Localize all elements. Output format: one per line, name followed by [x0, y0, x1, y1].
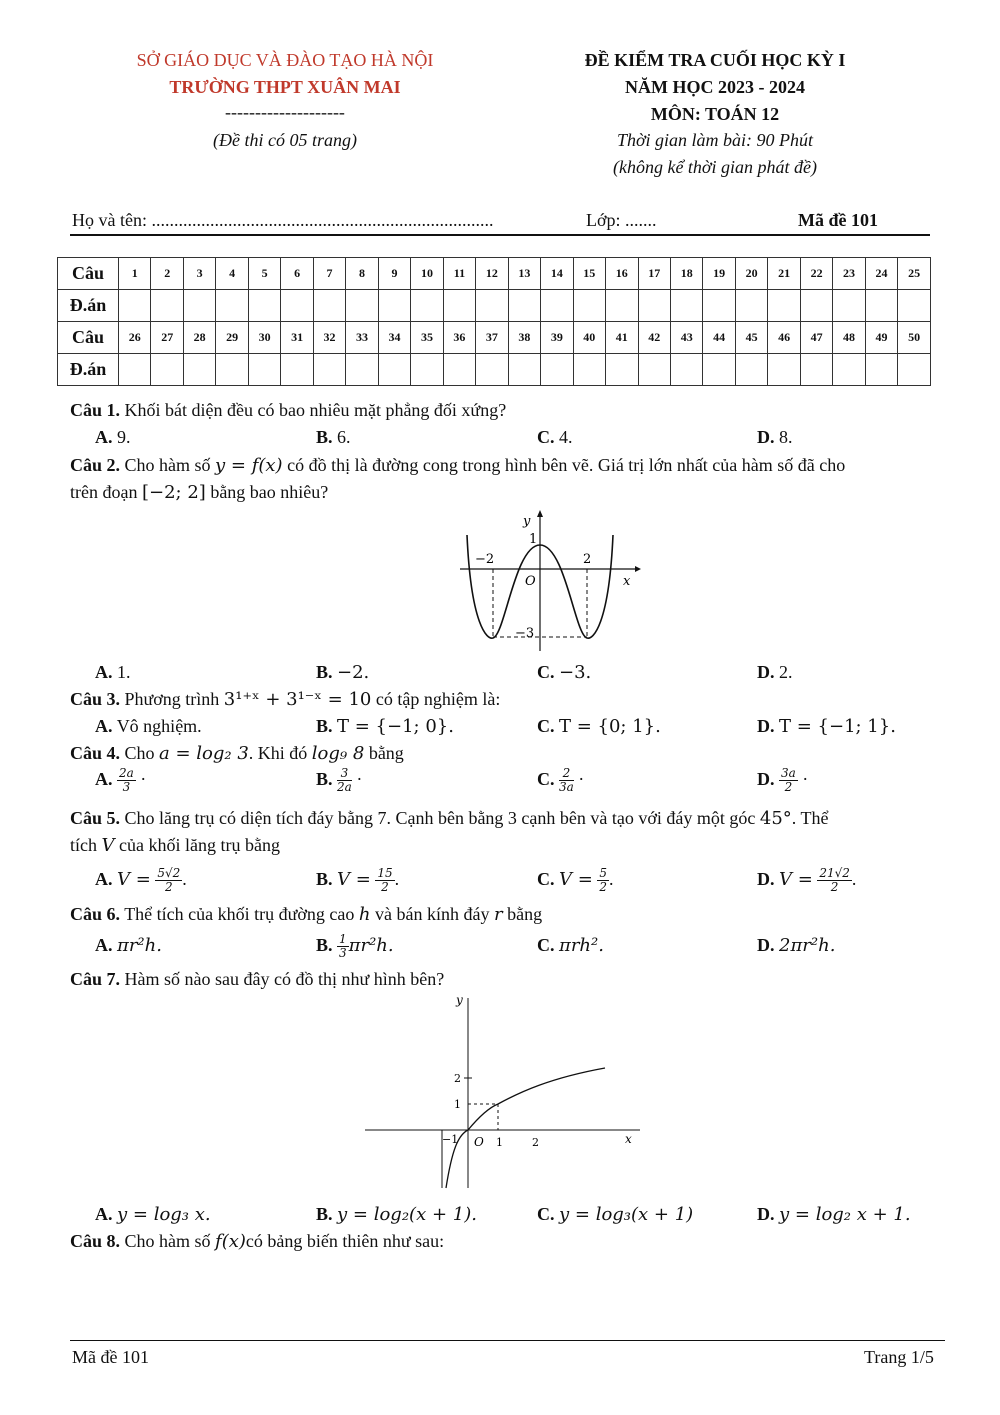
question-4: [70, 740, 950, 767]
answer-cell[interactable]: [703, 354, 735, 386]
question-text: bằng: [364, 743, 404, 763]
question-number-cell: 32: [313, 322, 345, 354]
question-text: bằng: [502, 904, 543, 924]
option-text: −2.: [337, 662, 370, 683]
q6-option-d: [757, 932, 835, 959]
q4-option-c: C. $\frac{2}{3a}$ ·: [537, 766, 585, 795]
option-letter: C.: [537, 1204, 555, 1224]
question-number-cell: 28: [183, 322, 215, 354]
option-text: y = log₃(x + 1): [559, 1204, 694, 1225]
question-number-cell: 17: [638, 258, 670, 290]
option-text: y = log₃ x.: [117, 1204, 211, 1225]
answer-cell[interactable]: [443, 354, 475, 386]
question-text: và bán kính đáy: [370, 904, 494, 924]
question-text: Khối bát diện đều có bao nhiêu mặt phẳng đối xứng?: [120, 400, 507, 420]
option-letter: A.: [95, 662, 113, 682]
school-department: SỞ GIÁO DỤC VÀ ĐÀO TẠO HÀ NỘI: [136, 50, 434, 70]
answer-cell[interactable]: [411, 354, 443, 386]
question-number-cell: 3: [183, 258, 215, 290]
answer-cell[interactable]: [573, 354, 605, 386]
math-expression: a = log₂ 3: [159, 743, 249, 764]
answer-cell[interactable]: [378, 290, 410, 322]
footer-divider: [70, 1340, 945, 1341]
name-field-label: Họ và tên: ............................................................................: [72, 210, 494, 230]
answer-cell[interactable]: [216, 354, 248, 386]
option-text: T = {0; 1}.: [559, 716, 661, 737]
question-number-cell: 6: [281, 258, 313, 290]
question-number-cell: 19: [703, 258, 735, 290]
option-letter: B.: [316, 427, 333, 447]
question-number-cell: 20: [735, 258, 767, 290]
question-text: . Thể: [791, 808, 829, 828]
question-number-cell: 44: [703, 322, 735, 354]
option-letter: D.: [757, 662, 775, 682]
question-text: có bảng biến thiên như sau:: [245, 1231, 445, 1251]
option-letter: B.: [316, 935, 333, 955]
question-label: Câu 5.: [70, 808, 121, 828]
question-number-row-2: [58, 322, 931, 354]
answer-cell[interactable]: [833, 354, 865, 386]
question-number-row-1: [58, 258, 931, 290]
row-header-answer: Đ.án: [58, 354, 119, 386]
answer-row-2: [58, 354, 931, 386]
x-axis-label: x: [625, 1132, 632, 1146]
row-header-answer: Đ.án: [58, 290, 119, 322]
q2-option-d: [757, 659, 793, 686]
q7-option-b: [316, 1201, 477, 1228]
answer-cell[interactable]: [443, 290, 475, 322]
quartic-graph-figure: [455, 505, 645, 655]
q4-option-b: B. $\frac{3}{2a}$ ·: [316, 766, 363, 795]
answer-cell[interactable]: [248, 354, 280, 386]
question-text: Cho hàm số: [120, 1231, 216, 1251]
question-3: [70, 686, 950, 713]
question-number-cell: 38: [508, 322, 540, 354]
math-expression: 45°: [759, 808, 792, 829]
answer-cell[interactable]: [313, 354, 345, 386]
answer-cell[interactable]: [865, 290, 897, 322]
question-5: [70, 805, 950, 859]
answer-cell[interactable]: [768, 290, 800, 322]
question-number-cell: 46: [768, 322, 800, 354]
q2-option-a: [95, 659, 131, 686]
curve: [446, 1068, 605, 1188]
q1-option-a: [95, 424, 131, 451]
question-number-cell: 11: [443, 258, 475, 290]
info-underline: [70, 234, 930, 236]
question-label: Câu 8.: [70, 1231, 121, 1251]
footer-page-number: Trang 1/5: [864, 1347, 934, 1367]
answer-cell[interactable]: [865, 354, 897, 386]
footer-exam-code: Mã đề 101: [72, 1347, 149, 1367]
q1-option-c: [537, 424, 573, 451]
fraction: $\frac{3a}{2}$: [781, 766, 796, 795]
option-letter: C.: [537, 935, 555, 955]
option-text: T = {−1; 0}.: [337, 716, 454, 737]
answer-cell[interactable]: [183, 354, 215, 386]
tick-label: −2: [475, 552, 495, 567]
question-text: Cho hàm số: [120, 455, 216, 475]
fraction: $\frac{15}{2}$: [377, 866, 393, 895]
origin-label: O: [525, 574, 536, 589]
tick-label: 2: [583, 552, 592, 567]
q7-option-d: [757, 1201, 911, 1228]
answer-cell[interactable]: [703, 290, 735, 322]
duration-note: (không kể thời gian phát đề): [612, 157, 818, 177]
question-number-cell: 27: [151, 322, 183, 354]
question-number-cell: 5: [248, 258, 280, 290]
answer-cell[interactable]: [898, 354, 931, 386]
question-number-cell: 34: [378, 322, 410, 354]
q3-option-c: [537, 713, 661, 740]
question-number-cell: 43: [670, 322, 702, 354]
question-text: của khối lăng trụ bằng: [114, 835, 280, 855]
option-letter: D.: [757, 427, 775, 447]
question-number-cell: 49: [865, 322, 897, 354]
q3-option-d: [757, 713, 896, 740]
option-letter: A.: [95, 427, 113, 447]
q2-option-b: [316, 659, 369, 686]
question-text: Hàm số nào sau đây có đồ thị như hình bên?: [120, 969, 445, 989]
answer-cell[interactable]: [768, 354, 800, 386]
question-number-cell: 1: [119, 258, 151, 290]
row-header-question: Câu: [58, 322, 119, 354]
school-name: TRƯỜNG THPT XUÂN MAI: [169, 77, 401, 97]
q3-option-b: [316, 713, 454, 740]
question-number-cell: 23: [833, 258, 865, 290]
q1-option-b: [316, 424, 351, 451]
question-number-cell: 47: [800, 322, 832, 354]
question-number-cell: 8: [346, 258, 378, 290]
question-label: Câu 4.: [70, 743, 121, 763]
answer-cell[interactable]: [898, 290, 931, 322]
question-number-cell: 21: [768, 258, 800, 290]
y-axis-arrow: [537, 510, 543, 517]
option-letter: B.: [316, 869, 333, 889]
question-number-cell: 7: [313, 258, 345, 290]
answer-cell[interactable]: [119, 290, 151, 322]
q7-option-c: [537, 1201, 693, 1228]
q6-option-a: [95, 932, 162, 959]
option-letter: D.: [757, 869, 775, 889]
option-letter: D.: [757, 769, 775, 789]
q7-option-a: [95, 1201, 211, 1228]
duration: Thời gian làm bài: 90 Phút: [616, 130, 814, 150]
question-number-cell: 42: [638, 322, 670, 354]
question-number-cell: 37: [476, 322, 508, 354]
math-expression: r: [493, 904, 503, 925]
tick-label: 2: [532, 1136, 539, 1149]
question-text: bằng bao nhiêu?: [205, 482, 329, 502]
question-text: Phương trình: [120, 689, 224, 709]
log-graph-figure: [360, 990, 650, 1190]
question-number-cell: 36: [443, 322, 475, 354]
question-number-cell: 2: [151, 258, 183, 290]
option-letter: D.: [757, 935, 775, 955]
option-text: Vô nghiệm.: [116, 716, 202, 736]
option-letter: C.: [537, 427, 555, 447]
option-letter: D.: [757, 1204, 775, 1224]
question-number-cell: 39: [541, 322, 573, 354]
answer-cell[interactable]: [183, 290, 215, 322]
option-text: 1.: [117, 662, 131, 682]
question-number-cell: 10: [411, 258, 443, 290]
fraction: $\frac{2}{3a}$: [559, 766, 574, 795]
question-number-cell: 45: [735, 322, 767, 354]
page-count-note: (Đề thi có 05 trang): [213, 130, 357, 150]
question-label: Câu 7.: [70, 969, 121, 989]
answer-cell[interactable]: [151, 290, 183, 322]
option-letter: A.: [95, 716, 113, 736]
fraction: $\frac{5}{2}$: [599, 866, 607, 895]
option-text: 9.: [117, 427, 131, 447]
option-letter: B.: [316, 662, 333, 682]
answer-cell[interactable]: [606, 354, 638, 386]
option-letter: A.: [95, 1204, 113, 1224]
question-number-cell: 40: [573, 322, 605, 354]
question-label: Câu 2.: [70, 455, 121, 475]
exam-title: ĐỀ KIỂM TRA CUỐI HỌC KỲ I: [584, 50, 846, 70]
q5-option-a: A. V = $\frac{5√2}{2}$ .: [95, 866, 187, 895]
question-text: có tập nghiệm là:: [371, 689, 501, 709]
math-expression: log₉ 8: [311, 743, 365, 764]
option-text: πr²h.: [348, 935, 394, 956]
option-text: −3.: [559, 662, 592, 683]
answer-cell[interactable]: [541, 290, 573, 322]
question-2: [70, 452, 950, 506]
question-number-cell: 50: [898, 322, 931, 354]
x-axis-arrow: [635, 566, 641, 572]
question-number-cell: 33: [346, 322, 378, 354]
header-divider: --------------------: [225, 102, 345, 122]
fraction: $\frac{2a}{3}$: [119, 766, 134, 795]
q5-option-c: C. V = $\frac{5}{2}$ .: [537, 866, 614, 895]
question-number-cell: 41: [606, 322, 638, 354]
math-expression: 3¹⁺ˣ + 3¹⁻ˣ = 10: [223, 689, 372, 710]
x-axis-label: x: [623, 574, 631, 589]
answer-cell[interactable]: [476, 354, 508, 386]
question-number-cell: 16: [606, 258, 638, 290]
y-axis-label: y: [523, 514, 531, 529]
q5-option-b: B. V = $\frac{15}{2}$ .: [316, 866, 400, 895]
answer-cell[interactable]: [151, 354, 183, 386]
question-number-cell: 31: [281, 322, 313, 354]
option-letter: C.: [537, 869, 555, 889]
answer-cell[interactable]: [541, 354, 573, 386]
q5-option-d: D. V = $\frac{21√2}{2}$ .: [757, 866, 857, 895]
answer-cell[interactable]: [346, 354, 378, 386]
option-letter: B.: [316, 1204, 333, 1224]
question-number-cell: 35: [411, 322, 443, 354]
answer-cell[interactable]: [508, 290, 540, 322]
answer-cell[interactable]: [670, 354, 702, 386]
question-text: có đồ thị là đường cong trong hình bên vẽ. Giá trị lớn nhất của hàm số đã cho: [282, 455, 846, 475]
option-text: 8.: [779, 427, 793, 447]
question-number-cell: 25: [898, 258, 931, 290]
option-letter: B.: [316, 769, 333, 789]
answer-cell[interactable]: [800, 354, 832, 386]
option-letter: D.: [757, 716, 775, 736]
question-8: [70, 1228, 950, 1255]
question-label: Câu 6.: [70, 904, 121, 924]
option-letter: A.: [95, 769, 113, 789]
answer-cell[interactable]: [508, 354, 540, 386]
exam-code: Mã đề 101: [798, 210, 878, 230]
answer-cell[interactable]: [216, 290, 248, 322]
answer-cell[interactable]: [281, 290, 313, 322]
question-number-cell: 18: [670, 258, 702, 290]
subject: MÔN: TOÁN 12: [650, 104, 780, 124]
question-number-cell: 29: [216, 322, 248, 354]
math-expression: h: [358, 904, 371, 925]
question-number-cell: 14: [541, 258, 573, 290]
fraction: $\frac{3}{2a}$: [337, 766, 352, 795]
q4-option-d: D. $\frac{3a}{2}$ ·: [757, 766, 809, 795]
option-text: πrh².: [559, 935, 604, 956]
answer-cell[interactable]: [313, 290, 345, 322]
answer-cell[interactable]: [248, 290, 280, 322]
q2-option-c: [537, 659, 591, 686]
math-expression: V: [101, 835, 115, 856]
answer-cell[interactable]: [735, 290, 767, 322]
option-text: y = log₂(x + 1).: [337, 1204, 477, 1225]
answer-cell[interactable]: [378, 354, 410, 386]
q4-option-a: A. $\frac{2a}{3}$ ·: [95, 766, 147, 795]
option-letter: B.: [316, 716, 333, 736]
question-number-cell: 26: [119, 322, 151, 354]
option-letter: C.: [537, 662, 555, 682]
question-label: Câu 3.: [70, 689, 121, 709]
tick-label: 1: [454, 1098, 461, 1111]
tick-label: 1: [529, 532, 538, 547]
option-text: 2.: [779, 662, 793, 682]
math-expression: [−2; 2]: [141, 482, 206, 503]
answer-cell[interactable]: [735, 354, 767, 386]
tick-label: −1: [442, 1133, 459, 1146]
question-number-cell: 48: [833, 322, 865, 354]
question-text: Cho: [120, 743, 160, 763]
tick-label: 2: [454, 1072, 461, 1085]
question-text: Cho lăng trụ có diện tích đáy bằng 7. Cạnh bên bằng 3 cạnh bên và tạo với đáy một góc: [120, 808, 760, 828]
question-6: [70, 901, 950, 928]
question-number-cell: 4: [216, 258, 248, 290]
question-number-cell: 12: [476, 258, 508, 290]
question-number-cell: 30: [248, 322, 280, 354]
tick-label: 1: [496, 1136, 503, 1149]
fraction: $\frac{1}{3}$: [339, 932, 347, 961]
option-text: 2πr²h.: [779, 935, 836, 956]
answer-cell[interactable]: [638, 290, 670, 322]
option-letter: A.: [95, 935, 113, 955]
question-number-cell: 13: [508, 258, 540, 290]
question-label: Câu 1.: [70, 400, 121, 420]
answer-cell[interactable]: [281, 354, 313, 386]
answer-cell[interactable]: [606, 290, 638, 322]
question-text: tích: [70, 835, 102, 855]
option-text: πr²h.: [117, 935, 162, 956]
math-expression: y = f(x): [215, 455, 283, 476]
row-header-question: Câu: [58, 258, 119, 290]
answer-cell[interactable]: [119, 354, 151, 386]
q1-option-d: [757, 424, 793, 451]
question-text: Thể tích của khối trụ đường cao: [120, 904, 359, 924]
option-text: 6.: [337, 427, 351, 447]
option-letter: C.: [537, 769, 555, 789]
question-number-cell: 22: [800, 258, 832, 290]
answer-cell[interactable]: [638, 354, 670, 386]
school-year: NĂM HỌC 2023 - 2024: [625, 77, 805, 97]
tick-label: −3: [515, 626, 535, 641]
question-number-cell: 24: [865, 258, 897, 290]
math-expression: f(x): [215, 1231, 246, 1252]
option-text: y = log₂ x + 1.: [779, 1204, 911, 1225]
answer-sheet-table: [57, 257, 931, 386]
q6-option-c: [537, 932, 604, 959]
y-axis-label: y: [456, 993, 463, 1007]
class-field-label: Lớp: .......: [586, 210, 657, 230]
answer-cell[interactable]: [346, 290, 378, 322]
question-number-cell: 9: [378, 258, 410, 290]
option-letter: C.: [537, 716, 555, 736]
q3-option-a: [95, 713, 202, 740]
question-7: [70, 966, 950, 993]
answer-cell[interactable]: [800, 290, 832, 322]
fraction: $\frac{21√2}{2}$: [819, 866, 850, 895]
origin-label: O: [474, 1135, 484, 1149]
answer-cell[interactable]: [411, 290, 443, 322]
question-text: . Khi đó: [248, 743, 312, 763]
fraction: $\frac{5√2}{2}$: [157, 866, 181, 895]
option-letter: A.: [95, 869, 113, 889]
option-text: T = {−1; 1}.: [779, 716, 896, 737]
answer-cell[interactable]: [476, 290, 508, 322]
answer-cell[interactable]: [573, 290, 605, 322]
answer-cell[interactable]: [833, 290, 865, 322]
answer-row-1: [58, 290, 931, 322]
q6-option-b: [316, 932, 394, 960]
answer-cell[interactable]: [670, 290, 702, 322]
option-text: 4.: [559, 427, 573, 447]
question-text: trên đoạn: [70, 482, 142, 502]
question-number-cell: 15: [573, 258, 605, 290]
question-1: [70, 397, 950, 424]
